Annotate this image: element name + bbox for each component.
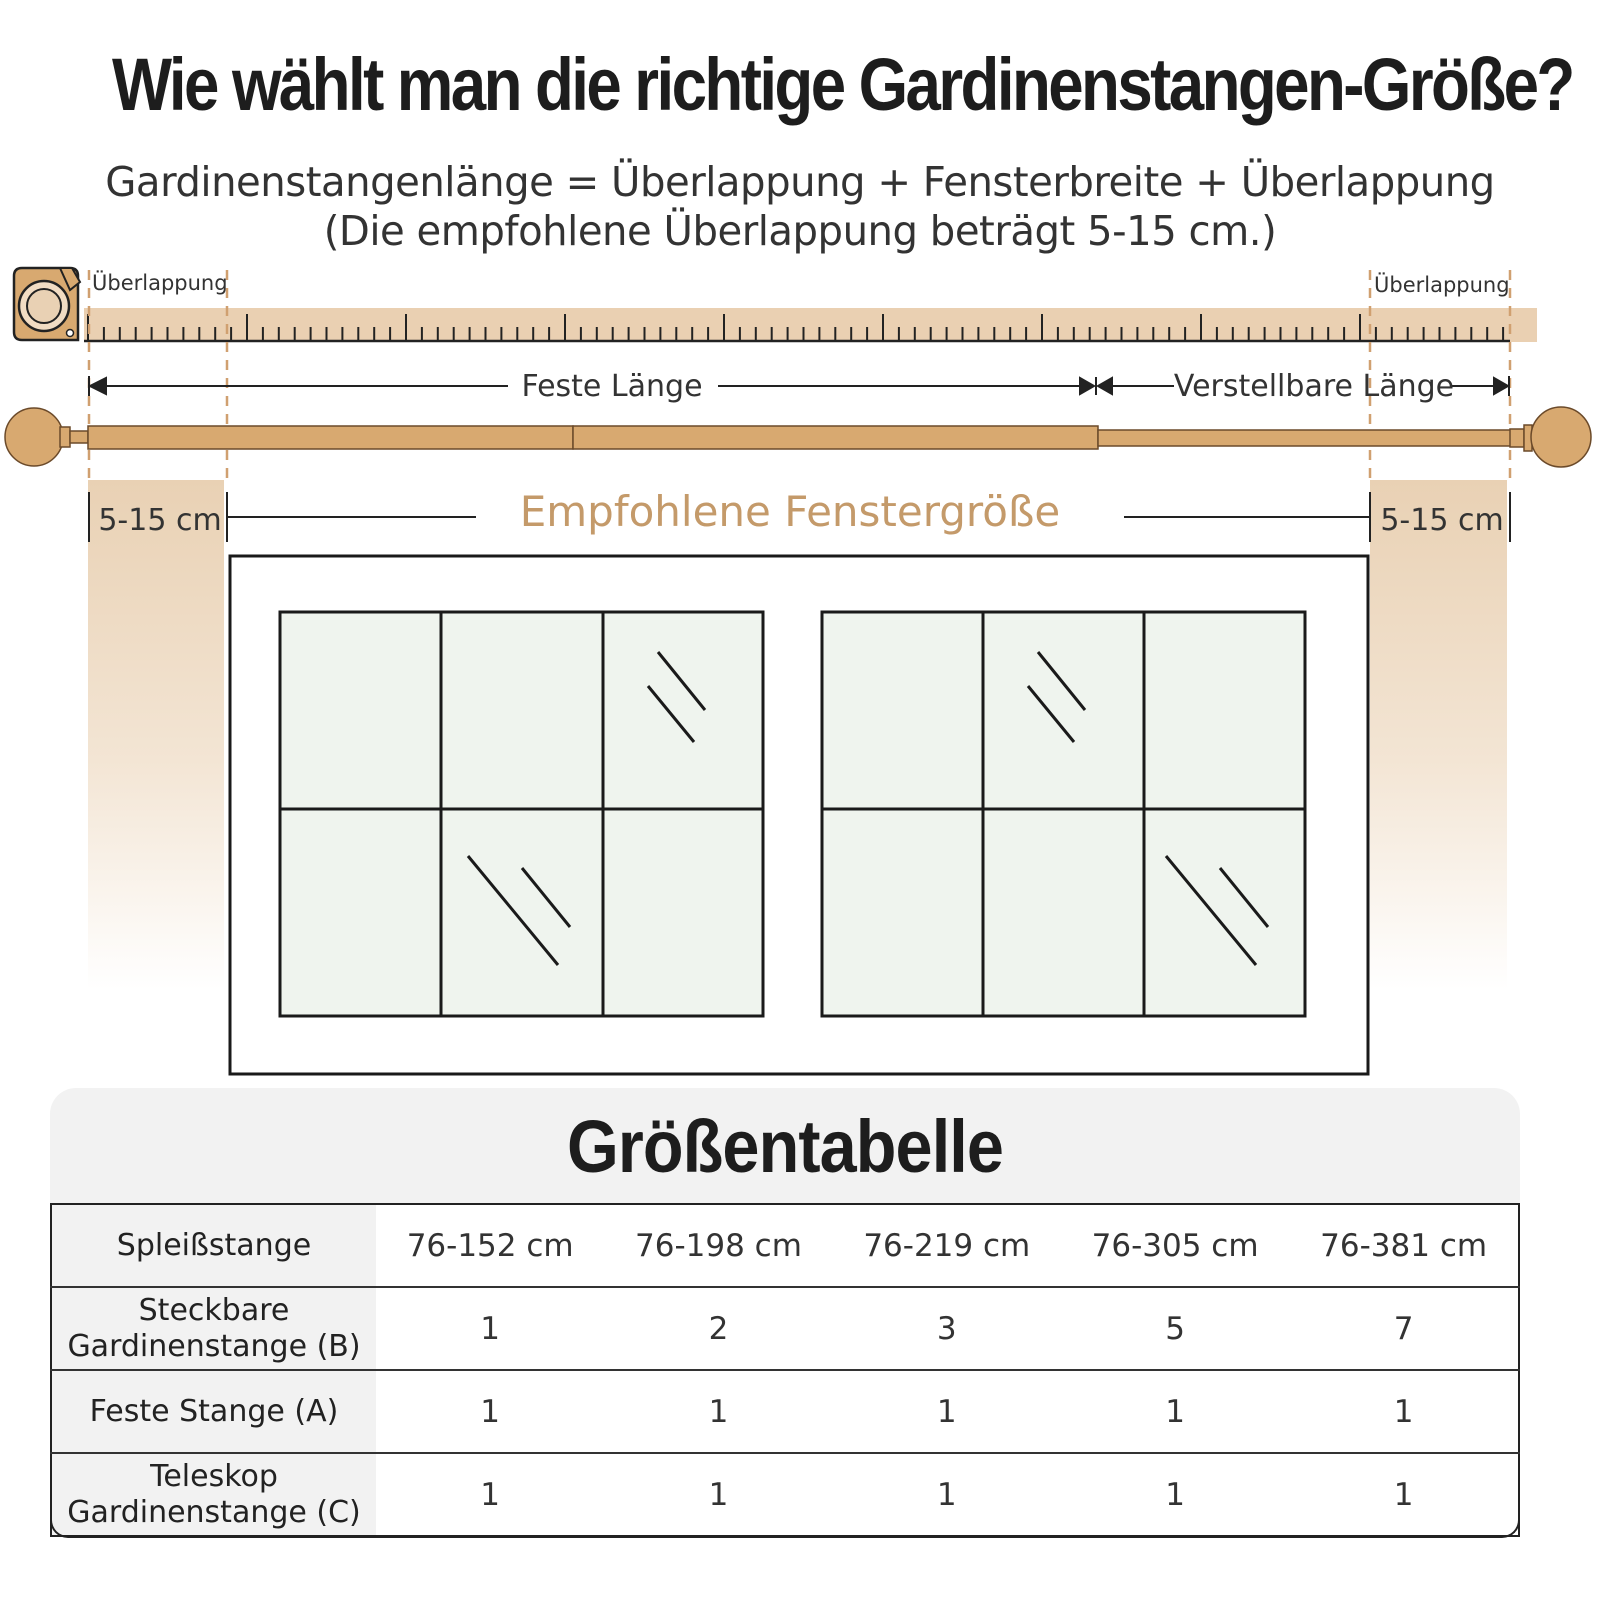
range-label-left: 5-15 cm [98, 503, 222, 538]
table-cell: 76-381 cm [1289, 1204, 1519, 1287]
size-table-title: Größentabelle [566, 1105, 1004, 1188]
table-cell: 1 [376, 1287, 604, 1370]
overlap-label-right: Überlappung [1374, 273, 1510, 297]
range-label-right: 5-15 cm [1380, 503, 1504, 538]
table-cell: 7 [1289, 1287, 1519, 1370]
table-cell: 1 [1393, 1476, 1414, 1513]
table-cell: 1 [833, 1370, 1061, 1453]
curtain-rod [5, 407, 1591, 467]
table-row [51, 1370, 1519, 1453]
size-table [50, 1203, 1520, 1537]
table-cell: 3 [833, 1287, 1061, 1370]
table-cell: 5 [1061, 1287, 1289, 1370]
row-label-pluggable-rod [51, 1287, 376, 1370]
overlap-label-left: Überlappung [92, 271, 228, 295]
table-row [51, 1287, 1519, 1370]
overlap-panel-left [88, 480, 224, 990]
table-cell: 76-152 cm [376, 1204, 604, 1287]
table-cell: 1 [480, 1476, 501, 1513]
row-label-telescopic-rod [51, 1453, 376, 1536]
recommended-window-label: Empfohlene Fenstergröße [519, 487, 1061, 536]
overlap-panel-right [1370, 480, 1507, 990]
adjustable-length-label: Verstellbare Länge [1173, 369, 1455, 404]
row-label-line: Teleskop [150, 1458, 278, 1494]
row-label-line: Steckbare [138, 1292, 290, 1328]
table-cell: 76-198 cm [604, 1204, 832, 1287]
measuring-tape [84, 308, 1537, 342]
formula-line-1: Gardinenstangenlänge = Überlappung + Fensterbreite + Überlappung [105, 158, 1495, 206]
table-cell: 76-305 cm [1061, 1204, 1289, 1287]
table-cell: 1 [708, 1476, 729, 1513]
table-cell: 1 [1289, 1370, 1519, 1453]
row-label-line: Gardinenstange (B) [67, 1328, 361, 1364]
window-pane-right [822, 612, 1305, 1016]
window-pane-left [280, 612, 763, 1016]
table-cell: 1 [1061, 1370, 1289, 1453]
row-label-fixed-rod: Feste Stange (A) [51, 1370, 376, 1453]
table-cell: 1 [604, 1370, 832, 1453]
tape-measure-icon [14, 268, 80, 340]
page-title: Wie wählt man die richtige Gardinenstangen-Größe? [112, 43, 1573, 126]
table-cell: 1 [376, 1370, 604, 1453]
table-cell: 76-219 cm [833, 1204, 1061, 1287]
table-cell: 1 [1165, 1476, 1185, 1513]
table-row [51, 1204, 1519, 1287]
table-row [51, 1453, 1519, 1536]
fixed-length-label: Feste Länge [521, 369, 703, 404]
table-cell: 2 [604, 1287, 832, 1370]
table-cell: 1 [936, 1476, 957, 1513]
row-label-line: Gardinenstange (C) [67, 1494, 361, 1530]
row-label-splice-rod: Spleißstange [51, 1204, 376, 1287]
formula-line-2: (Die empfohlene Überlappung beträgt 5-15 cm.) [323, 207, 1277, 255]
